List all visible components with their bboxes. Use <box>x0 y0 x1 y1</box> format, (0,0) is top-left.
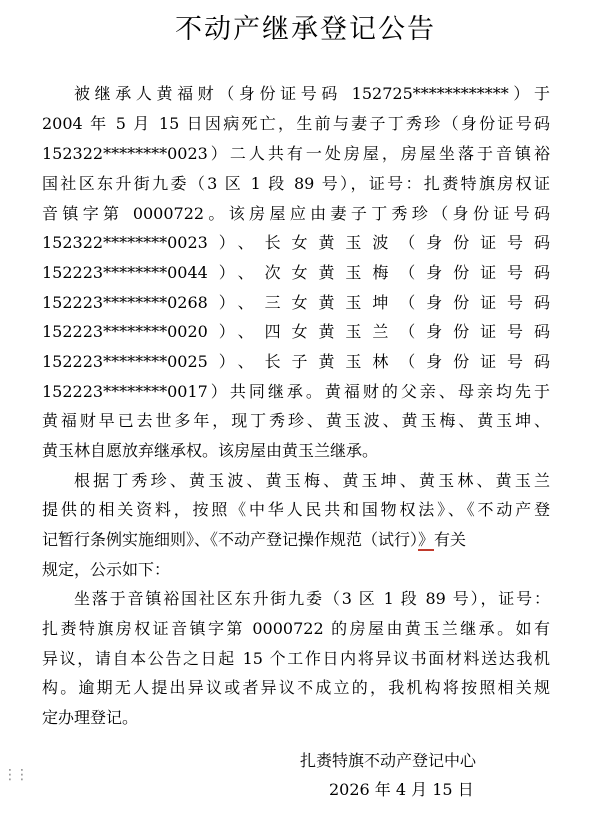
signature-date: 2026 年 4 月 15 日 <box>329 780 474 799</box>
paragraph-3-line-1: 坐落于音镇裕国社区东升街九委（3 区 1 段 89 号），证号： <box>74 589 550 608</box>
paragraph-1-line-3: 152322********0023）二人共有一处房屋，房屋坐落于音镇裕 <box>42 144 550 163</box>
signature-organization: 扎赉特旗不动产登记中心 <box>300 751 477 770</box>
drag-handle-icon[interactable]: ⋮⋮ <box>3 767 27 783</box>
paragraph-1-line-10: 152223********0025）、长子黄玉林（身份证号码 <box>42 352 550 371</box>
paragraph-1-line-5: 音镇字第 0000722。该房屋应由妻子丁秀珍（身份证号码 <box>42 204 550 223</box>
paragraph-3-line-3: 异议，请自本公告之日起 15 个工作日内将异议书面材料送达我机 <box>42 649 550 668</box>
paragraph-2-line-3 <box>42 530 466 550</box>
paragraph-1-line-4: 国社区东升街九委（3 区 1 段 89 号），证号：扎赉特旗房权证 <box>42 174 550 193</box>
paragraph-3-line-5: 定办理登记。 <box>42 708 139 727</box>
paragraph-1-line-7: 152223********0044）、次女黄玉梅（身份证号码 <box>42 263 550 282</box>
paragraph-1-line-9: 152223********0020）、四女黄玉兰（身份证号码 <box>42 322 550 341</box>
paragraph-2-line-4: 规定，公示如下： <box>42 560 171 579</box>
paragraph-2-line-2: 提供的相关资料，按照《中华人民共和国物权法》、《不动产登 <box>42 500 550 519</box>
notice-title: 不动产继承登记公告 <box>175 14 436 45</box>
paragraph-2-line-1: 根据丁秀珍、黄玉波、黄玉梅、黄玉坤、黄玉林、黄玉兰 <box>74 471 550 490</box>
paragraph-3-line-4: 构。逾期无人提出异议或者异议不成立的，我机构将按照相关规 <box>42 678 550 697</box>
paragraph-1-line-2: 2004 年 5 月 15 日因病死亡，生前与妻子丁秀珍（身份证号码 <box>42 114 550 133</box>
paragraph-1-line-13: 黄玉林自愿放弃继承权。该房屋由黄玉兰继承。 <box>42 441 379 460</box>
paragraph-1-line-8: 152223********0268）、三女黄玉坤（身份证号码 <box>42 293 550 312</box>
paragraph-3-line-2: 扎赉特旗房权证音镇字第 0000722 的房屋由黄玉兰继承。如有 <box>42 619 550 638</box>
spellcheck-underline-mark[interactable]: 》 <box>418 530 435 549</box>
paragraph-1-line-1: 被继承人黄福财（身份证号码 152725************）于 <box>74 84 550 103</box>
paragraph-2-line-3-text: 记暂行条例实施细则》、《不动产登记操作规范（试行） <box>42 530 419 549</box>
paragraph-1-line-12: 黄福财早已去世多年，现丁秀珍、黄玉波、黄玉梅、黄玉坤、 <box>42 411 550 430</box>
paragraph-1-line-6: 152322********0023）、长女黄玉波（身份证号码 <box>42 233 550 252</box>
paragraph-2-line-3-tail: 有关 <box>434 530 467 549</box>
paragraph-1-line-11: 152223********0017）共同继承。黄福财的父亲、母亲均先于 <box>42 382 550 401</box>
